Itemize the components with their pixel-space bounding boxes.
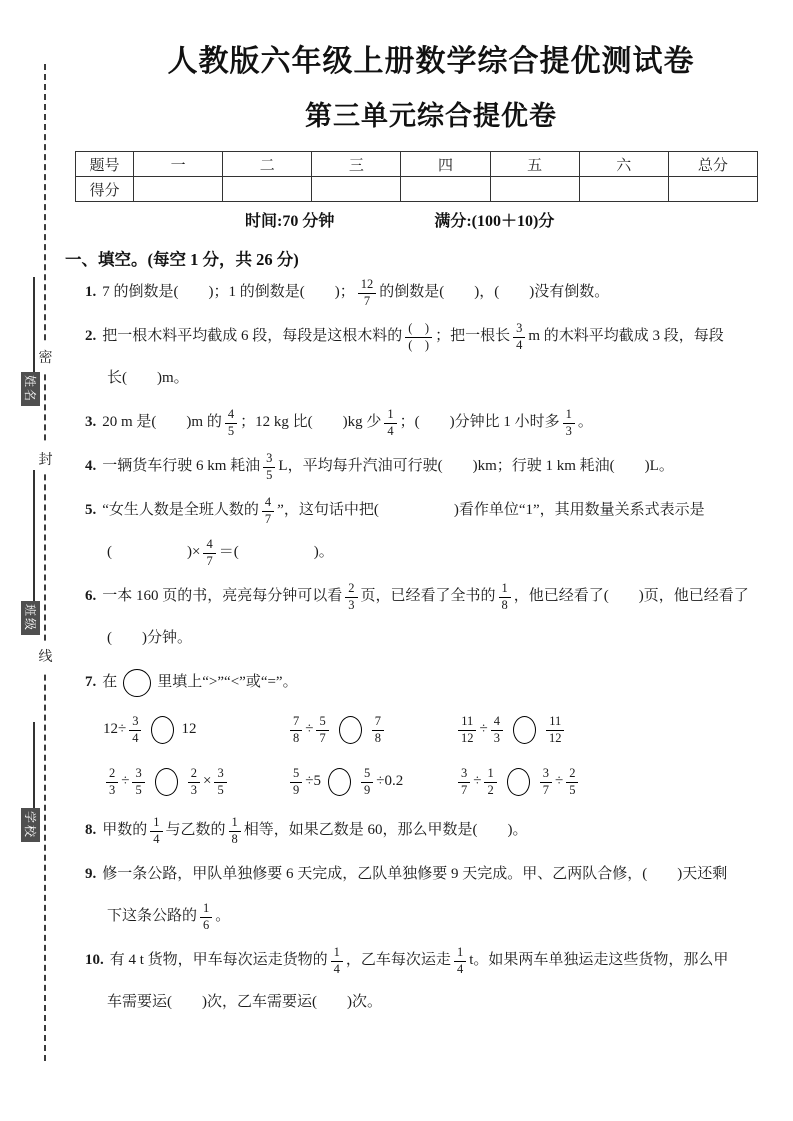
question-line <box>85 272 787 314</box>
fraction-denominator: 6 <box>203 917 210 932</box>
question-text: 里填上“>”“<”或“=”。 <box>157 674 298 691</box>
fraction-denominator: 7 <box>319 730 326 745</box>
comparison-expression <box>455 756 787 808</box>
comparison-expression <box>455 704 787 756</box>
score-table-cell: 得分 <box>76 177 134 202</box>
fraction-numerator: 4 <box>203 537 215 554</box>
question-number: 6. <box>85 588 97 605</box>
score-table-header-cell: 三 <box>312 152 401 177</box>
fraction-denominator: 7 <box>461 782 468 797</box>
fraction-numerator: 4 <box>225 407 237 424</box>
fraction-numerator: 3 <box>214 766 226 783</box>
fraction <box>229 815 241 847</box>
score-table-cell <box>490 177 579 202</box>
full-score-label: 满分:(100＋10)分 <box>434 213 555 230</box>
fraction-numerator: 3 <box>458 766 470 783</box>
question-text: ÷ <box>479 721 488 738</box>
fraction <box>358 277 377 309</box>
school-write-line <box>33 722 35 808</box>
score-table-header-cell: 题号 <box>76 152 134 177</box>
score-table-cell <box>134 177 223 202</box>
fraction <box>316 714 328 746</box>
fraction-denominator: 3 <box>493 730 500 745</box>
fraction-numerator: 1 <box>484 766 496 783</box>
question-line <box>85 358 787 400</box>
section-heading-note: (每空 1 分，共 26 分) <box>147 250 299 269</box>
class-write-line <box>33 470 35 601</box>
fraction <box>491 714 503 746</box>
question <box>75 272 787 314</box>
score-table-header-cell: 总分 <box>668 152 757 177</box>
fraction-numerator: 2 <box>345 581 357 598</box>
question-text: 长( )m。 <box>107 370 189 387</box>
seal-dashed-line <box>44 64 46 1061</box>
question-number: 2. <box>85 328 97 345</box>
fraction-numerator: 11 <box>458 714 476 731</box>
question <box>75 662 787 808</box>
fraction-numerator: 3 <box>263 451 275 468</box>
fraction-denominator: 7 <box>264 511 272 526</box>
paper-title: 人教版六年级上册数学综合提优测试卷 <box>167 45 695 78</box>
fraction <box>484 766 496 798</box>
question-text: 修一条公路，甲队单独修要 6 天完成，乙队单独修要 9 天完成。甲、乙两队合修，( )天还剩 <box>102 866 728 883</box>
score-table-body <box>76 152 758 202</box>
name-write-line <box>33 277 35 372</box>
fraction <box>405 321 432 353</box>
fraction-denominator: 3 <box>109 782 116 797</box>
seal-char-mi: 密 <box>37 342 54 372</box>
circle-blank <box>328 768 351 796</box>
question-text: L，平均每升汽油可行驶( )km；行驶 1 km 耗油( )L。 <box>278 458 674 475</box>
question-text: m 的木料平均截成 3 段，每段 <box>528 328 724 345</box>
fraction-denominator: 4 <box>132 730 139 745</box>
circle-blank <box>339 716 362 744</box>
score-table-header-cell: 五 <box>490 152 579 177</box>
question-text: ，他已经看了( )页，他已经看了 <box>513 588 749 605</box>
question-text: 。 <box>577 414 593 431</box>
question-text: ÷ <box>305 721 314 738</box>
fraction <box>345 581 357 613</box>
fraction-denominator: 5 <box>217 782 224 797</box>
question-number: 10. <box>85 952 104 969</box>
fraction-denominator: 8 <box>501 597 508 612</box>
fraction-denominator: ( ) <box>408 337 430 352</box>
question-text: ＝( )。 <box>218 544 334 561</box>
fraction-denominator: 8 <box>293 730 300 745</box>
fraction-denominator: 12 <box>548 730 562 745</box>
fraction-denominator: 9 <box>363 782 371 797</box>
score-table-cell <box>401 177 490 202</box>
fraction <box>384 407 396 439</box>
questions-list <box>75 272 787 1024</box>
question-number: 7. <box>85 674 97 691</box>
paper-content <box>65 0 787 1026</box>
fraction <box>150 815 162 847</box>
section-heading-text: 一、填空。 <box>65 250 148 269</box>
question-line <box>85 854 787 896</box>
fraction-denominator: 5 <box>227 423 235 438</box>
comparison-expression <box>103 704 287 756</box>
fraction <box>290 714 302 746</box>
question-text: ”，这句话中把( )看作单位“1”，其用数量关系式表示是 <box>277 502 705 519</box>
question-number: 8. <box>85 822 97 839</box>
comparison-expression <box>103 756 287 808</box>
comparison-expression <box>287 704 455 756</box>
fraction <box>262 495 274 527</box>
question-text: t。如果两车单独运走这些货物，那么甲 <box>469 952 729 969</box>
name-label: 姓名 <box>21 372 40 406</box>
meta-line <box>75 208 787 231</box>
question-text: 的倒数是( )，( )没有倒数。 <box>379 284 610 301</box>
fraction-denominator: 3 <box>190 782 197 797</box>
fraction-denominator: 8 <box>374 730 381 745</box>
circle-blank <box>155 768 178 796</box>
circle-blank <box>151 716 174 744</box>
score-table-header-cell: 六 <box>579 152 668 177</box>
question-line <box>85 810 787 852</box>
fraction <box>566 766 578 798</box>
question-line <box>85 982 787 1024</box>
question-text: “女生人数是全班人数的 <box>102 502 259 519</box>
comparison-expression <box>287 756 455 808</box>
fraction-denominator: 4 <box>333 961 340 976</box>
fraction <box>563 407 575 439</box>
question-text: 甲数的 <box>102 822 148 839</box>
section-heading <box>65 246 787 270</box>
fraction-numerator: 3 <box>132 766 144 783</box>
fraction <box>458 766 470 798</box>
circle-blank <box>507 768 530 796</box>
question <box>75 854 787 938</box>
fraction <box>513 321 525 353</box>
fraction-numerator: 7 <box>372 714 384 731</box>
question-text: ÷ <box>121 773 130 790</box>
fraction-denominator: 3 <box>348 597 355 612</box>
question-number: 1. <box>85 284 97 301</box>
score-table-header-cell: 四 <box>401 152 490 177</box>
fraction <box>331 945 343 977</box>
question <box>75 810 787 852</box>
question-text: ；12 kg 比( )kg 少 <box>240 414 382 431</box>
fraction-denominator: 4 <box>387 423 394 438</box>
fraction-numerator: 1 <box>454 945 466 962</box>
question-text: × <box>202 773 212 790</box>
fraction-denominator: 4 <box>516 337 523 352</box>
question-text: 一辆货车行驶 6 km 耗油 <box>102 458 261 475</box>
fraction <box>106 766 118 798</box>
fraction-denominator: 2 <box>487 782 494 797</box>
score-table-header-cell: 二 <box>223 152 312 177</box>
question <box>75 402 787 444</box>
score-table-cell <box>312 177 401 202</box>
question-text: ÷ <box>554 773 564 790</box>
question-text: ( )分钟。 <box>107 630 192 647</box>
fraction <box>129 714 141 746</box>
question-text: ；( )分钟比 1 小时多 <box>399 414 560 431</box>
fraction-numerator: ( ) <box>405 321 432 338</box>
question-text: ÷0.2 <box>376 773 404 790</box>
fraction-denominator: 8 <box>231 831 238 846</box>
fraction-numerator: 3 <box>129 714 141 731</box>
fraction-numerator: 12 <box>358 277 377 294</box>
question-number: 4. <box>85 458 97 475</box>
question-text: 与乙数的 <box>165 822 226 839</box>
circle-blank <box>513 716 536 744</box>
seal-char-feng: 封 <box>37 444 54 474</box>
question-number: 9. <box>85 866 97 883</box>
question-text: 页，已经看了全书的 <box>360 588 496 605</box>
seal-char-xian: 线 <box>37 641 54 671</box>
fraction <box>458 714 477 746</box>
question <box>75 490 787 574</box>
fraction-denominator: 3 <box>565 423 572 438</box>
question-text: 一本 160 页的书，亮亮每分钟可以看 <box>102 588 343 605</box>
score-table-cell <box>668 177 757 202</box>
question-text: 有 4 t 货物，甲车每次运走货物的 <box>109 952 328 969</box>
fraction-denominator: 4 <box>153 831 160 846</box>
fraction-denominator: 4 <box>456 961 464 976</box>
question-text: ÷5 <box>305 773 321 790</box>
score-table-score-row <box>76 177 758 202</box>
question-line <box>85 446 787 488</box>
fraction-numerator: 1 <box>499 581 511 598</box>
question-text: 下这条公路的 <box>107 908 198 925</box>
question-line <box>85 896 787 938</box>
fraction-numerator: 1 <box>563 407 575 424</box>
question-text: 把一根木料平均截成 6 段，每段是这根木料的 <box>102 328 403 345</box>
score-table-cell <box>579 177 668 202</box>
question <box>75 316 787 400</box>
circle-blank <box>123 669 151 697</box>
fraction-numerator: 3 <box>513 321 525 338</box>
score-table-header-cell: 一 <box>134 152 223 177</box>
fraction <box>200 901 212 933</box>
question-text: ( )× <box>107 544 201 561</box>
question-line <box>85 576 787 618</box>
question-text: 12 <box>181 721 197 738</box>
time-label: 时间:70 分钟 <box>245 213 335 230</box>
fraction <box>499 581 511 613</box>
fraction <box>540 766 552 798</box>
fraction-denominator: 9 <box>293 782 300 797</box>
fraction-numerator: 7 <box>290 714 302 731</box>
question-line <box>85 402 787 444</box>
fraction-numerator: 5 <box>361 766 373 783</box>
comparison-grid <box>103 704 787 808</box>
fraction-numerator: 3 <box>540 766 552 783</box>
question-text: 车需要运( )次，乙车需要运( )次。 <box>107 994 382 1011</box>
fraction-numerator: 1 <box>229 815 241 832</box>
fraction <box>188 766 200 798</box>
fraction-numerator: 4 <box>491 714 503 731</box>
fraction-numerator: 5 <box>316 714 328 731</box>
class-label: 班级 <box>21 601 40 635</box>
question-text: 12÷ <box>103 721 127 738</box>
score-table <box>75 151 758 202</box>
fraction <box>203 537 215 569</box>
fraction <box>361 766 373 798</box>
question-line <box>85 316 787 358</box>
fraction-denominator: 7 <box>363 293 371 308</box>
fraction-numerator: 1 <box>150 815 162 832</box>
question-text: ，乙车每次运走 <box>345 952 451 969</box>
question-line <box>85 490 787 532</box>
score-table-cell <box>223 177 312 202</box>
fraction-denominator: 7 <box>542 782 549 797</box>
fraction <box>372 714 384 746</box>
fraction-numerator: 1 <box>384 407 396 424</box>
fraction <box>454 945 466 977</box>
question-text: 7 的倒数是( )；1 的倒数是( )； <box>102 284 355 301</box>
question-text: ；把一根长 <box>435 328 511 345</box>
question-line <box>85 618 787 660</box>
fraction-numerator: 11 <box>546 714 564 731</box>
question-number: 3. <box>85 414 97 431</box>
school-label: 学校 <box>21 808 40 842</box>
fraction <box>290 766 302 798</box>
question-line <box>85 662 787 704</box>
fraction-numerator: 2 <box>188 766 200 783</box>
fraction-denominator: 5 <box>569 782 576 797</box>
fraction-numerator: 5 <box>290 766 302 783</box>
fraction <box>263 451 275 483</box>
fraction-numerator: 1 <box>200 901 212 918</box>
question-line <box>85 940 787 982</box>
fraction-numerator: 2 <box>106 766 118 783</box>
question-text: 20 m 是( )m 的 <box>102 414 222 431</box>
question <box>75 576 787 660</box>
question-line <box>85 532 787 574</box>
question <box>75 446 787 488</box>
fraction-denominator: 5 <box>266 467 273 482</box>
fraction <box>546 714 565 746</box>
paper-subtitle: 第三单元综合提优卷 <box>305 101 557 131</box>
question-text: 相等，如果乙数是 60，那么甲数是( )。 <box>243 822 528 839</box>
fraction-denominator: 5 <box>135 782 142 797</box>
question-text: 在 <box>102 674 118 691</box>
question-number: 5. <box>85 502 97 519</box>
question <box>75 940 787 1024</box>
fraction-numerator: 4 <box>262 495 274 512</box>
fraction-denominator: 7 <box>206 553 213 568</box>
fraction-numerator: 2 <box>566 766 578 783</box>
fraction-numerator: 1 <box>331 945 343 962</box>
fraction-denominator: 12 <box>461 730 474 745</box>
question-text: ÷ <box>473 773 482 790</box>
question-text: 。 <box>215 908 231 925</box>
score-table-header-row <box>76 152 758 177</box>
fraction <box>214 766 226 798</box>
fraction <box>225 407 237 439</box>
fraction <box>132 766 144 798</box>
